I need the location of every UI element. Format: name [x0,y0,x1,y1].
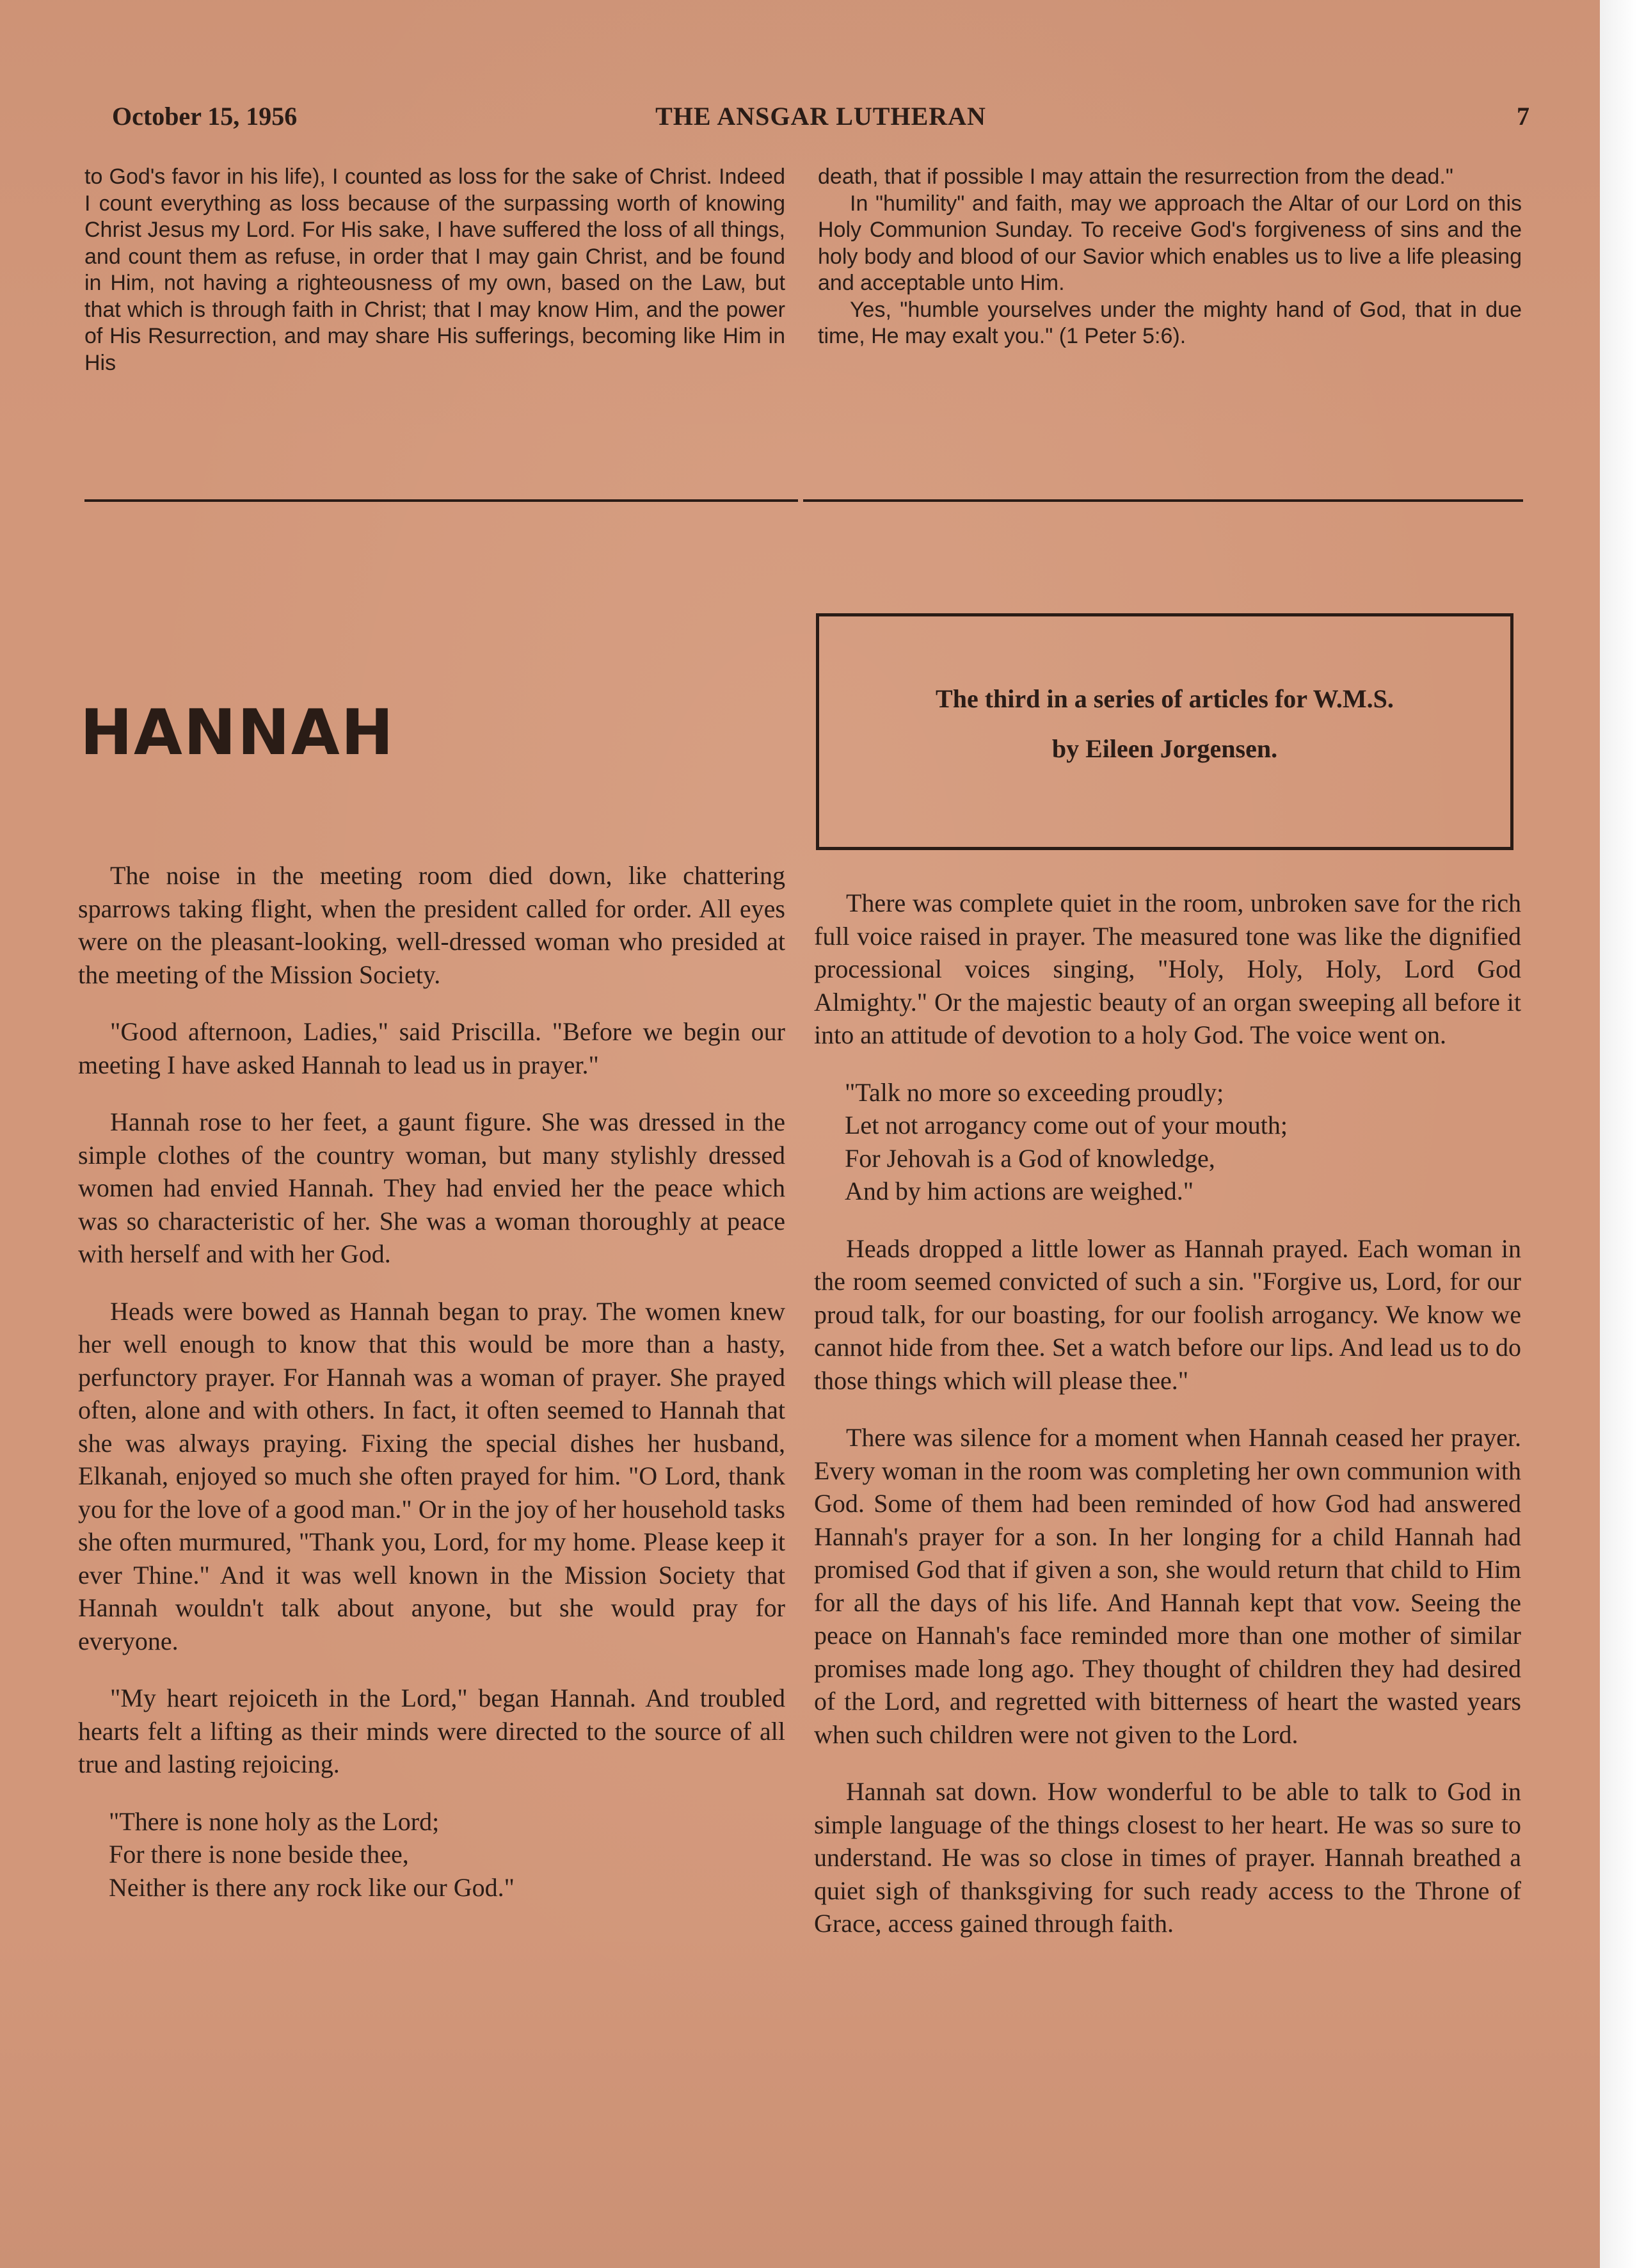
article-paragraph: The noise in the meeting room died down, like chattering sparrows taking flight, when the president called for order. All eyes were on the pleasant-looking, well-dressed woman who presided at the meeting of the Mission Society. [78,861,785,989]
scan-margin [1600,0,1637,2268]
scripture-quote [814,1076,1521,1208]
section-divider-right [803,499,1523,502]
scripture-quote [78,1805,785,1904]
page-header [112,96,1529,141]
verse-line: For Jehovah is a God of knowledge, [845,1143,1215,1173]
article-paragraph: "My heart rejoiceth in the Lord," began Hannah. And troubled hearts felt a lifting as their minds were directed to the source of all true and lasting rejoicing. [78,1684,785,1778]
article-column-left [78,859,785,1928]
continued-column-left [84,164,785,376]
verse-line: Let not arrogancy come out of your mouth; [845,1111,1288,1139]
author-byline: by Eileen Jorgensen. [1051,734,1278,763]
article-title: HANNAH [80,696,395,769]
page-number: 7 [1517,102,1529,131]
article-paragraph: Hannah rose to her feet, a gaunt figure. She was dressed in the simple clothes of the country woman, but many stylishly dressed women had envied Hannah. They had envied her the peace which was so characteristic of her. She was a woman thoroughly at peace with herself and with her God. [78,1107,785,1268]
verse-line: Neither is there any rock like our God." [109,1872,515,1902]
series-note: The third in a series of articles for W.M.S. [936,684,1394,713]
article-paragraph: There was complete quiet in the room, unbroken save for the rich full voice raised in prayer. The measured tone was like the dignified processional voices singing, "Holy, Holy, Holy, Lord God Almighty." Or the majestic beauty of an organ sweeping all before it into an attitude of devotion to a holy God. The voice went on. [814,889,1521,1049]
article-column-right [814,887,1521,1965]
series-note-box [816,613,1513,850]
issue-date: October 15, 1956 [112,102,298,131]
article-paragraph: "Good afternoon, Ladies," said Priscilla. "Before we begin our meeting I have asked Hannah to lead us in prayer." [78,1017,785,1079]
article-paragraph: Heads were bowed as Hannah began to pray. The women knew her well enough to know that this would be more than a hasty, perfunctory prayer. For Hannah was a woman of prayer. She prayed often, alone and with others. In fact, it often seemed to Hannah that she was always praying. Fixing the special dishes her husband, Elkanah, enjoyed so much she often prayed for him. "O Lord, thank you for the love of a good man." Or in the joy of her household tasks she often murmured, "Thank you, Lord, for my home. Please keep it ever Thine." And it was well known in the Mission Society that Hannah wouldn't talk about anyone, but she would pray for everyone. [78,1296,785,1655]
article-paragraph: There was silence for a moment when Hannah ceased her prayer. Every woman in the room was completing her own communion with God. Some of them had been reminded of how God had answered Hannah's prayer for a son. In her longing for a child Hannah had promised God that if given a son, she would return that child to Him for all the days of his life. And Hannah kept that vow. Seeing the peace on Hannah's face reminded more than one mother of similar promises made long ago. They thought of children they had desired of the Lord, and regretted with bitterness of heart the wasted years when such children were not given to the Lord. [814,1423,1521,1749]
article-paragraph: Heads dropped a little lower as Hannah prayed. Each woman in the room seemed convicted of such a sin. "Forgive us, Lord, for our proud talk, for our boasting, for our foolish arrogancy. We know we cannot hide from thee. Set a watch before our lips. And lead us to do those things which will please thee." [814,1234,1521,1395]
newspaper-title: THE ANSGAR LUTHERAN [655,102,986,131]
continued-paragraph: death, that if possible I may attain the resurrection from the dead." [818,165,1453,189]
verse-line: "Talk no more so exceeding proudly; [845,1077,1224,1107]
verse-line: And by him actions are weighed." [845,1177,1194,1205]
verse-line: "There is none holy as the Lord; [109,1806,440,1836]
continued-paragraph: to God's favor in his life), I counted as loss for the sake of Christ. Indeed I count everything as loss because of the surpassing worth of knowing Christ Jesus my Lord. For His sake, I have suffered the loss of all things, and count them as refuse, in order that I may gain Christ, and be found in Him, not having a righteousness of my own, based on the Law, but that which is through faith in Christ; that I may know Him, and the power of His Resurrection, and may share His sufferings, becoming like Him in His [84,165,785,375]
article-paragraph: Hannah sat down. How wonderful to be able to talk to God in simple language of the things closest to her heart. He was so sure to understand. He was so close in times of prayer. Hannah breathed a quiet sigh of thanksgiving for such ready access to the Throne of Grace, access gained through faith. [814,1777,1521,1938]
continued-paragraph: In "humility" and faith, may we approach the Altar of our Lord on this Holy Communion Sunday. To receive God's forgiveness of sins and the holy body and blood of our Savior which enables us to live a life pleasing and acceptable unto Him. [818,191,1522,295]
section-divider-left [84,499,798,502]
continued-paragraph: Yes, "humble yourselves under the mighty hand of God, that in due time, He may exalt you." (1 Peter 5:6). [818,297,1522,348]
verse-line: For there is none beside thee, [109,1840,409,1869]
continued-column-right [818,164,1522,350]
